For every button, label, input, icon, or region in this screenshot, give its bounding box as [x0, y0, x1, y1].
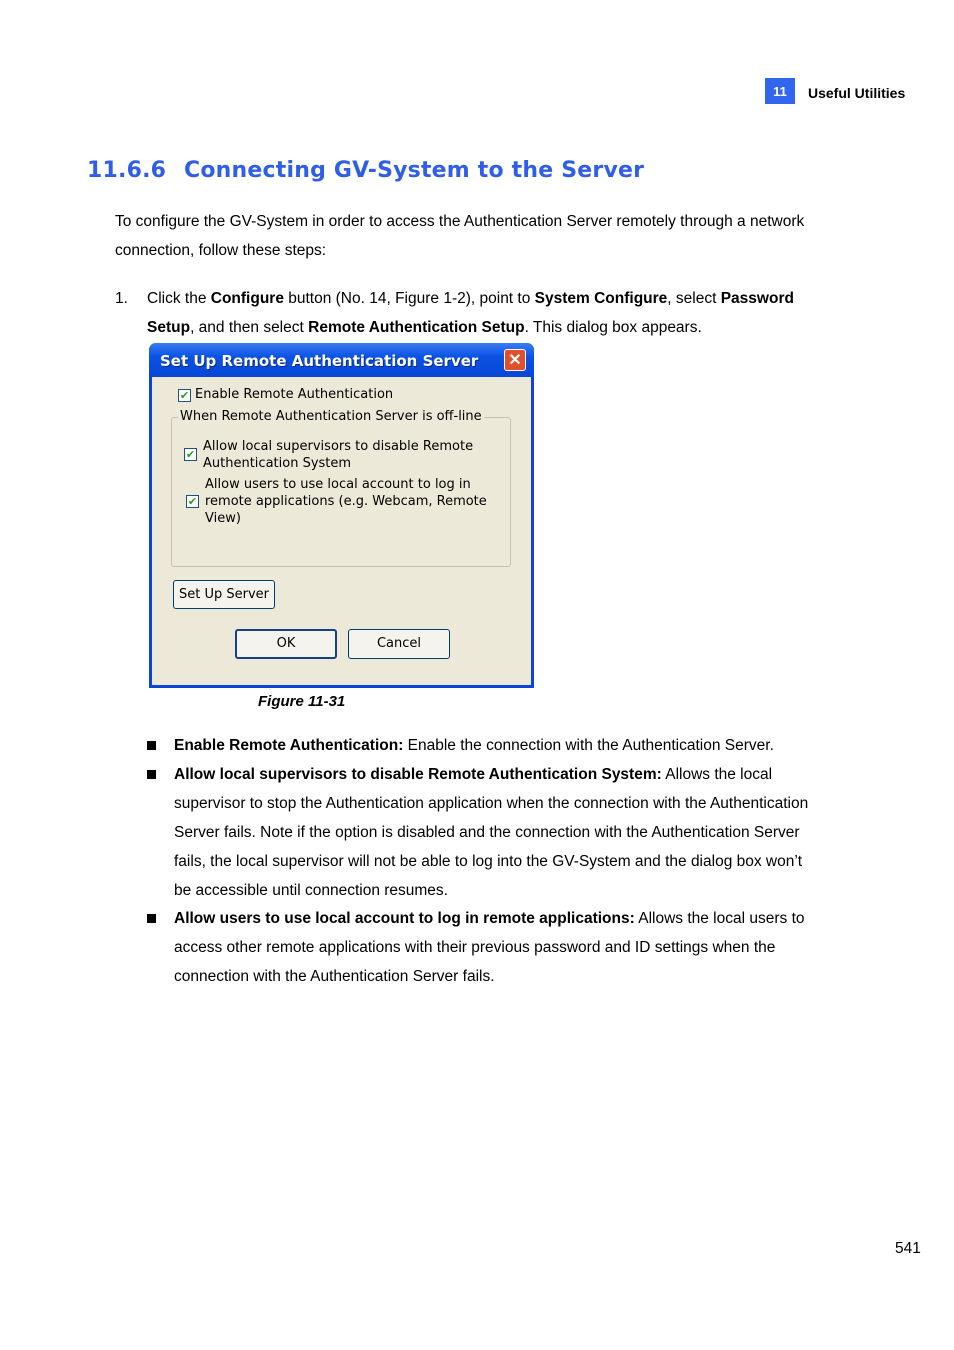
intro-paragraph: To configure the GV-System in order to access the Authentication Server remotely through a network connection, follow these steps:	[115, 213, 805, 259]
close-icon[interactable]: ✕	[504, 349, 526, 371]
dialog-client-area	[152, 377, 531, 685]
allow-supervisors-checkbox[interactable]: ✔	[185, 448, 196, 461]
dialog-title: Set Up Remote Authentication Server	[160, 352, 479, 370]
page-number: 541	[895, 1240, 921, 1257]
bullet-enable-remote-auth: Enable Remote Authentication: Enable the connection with the Authentication Server.	[174, 737, 774, 754]
bullet-allow-supervisors: Allow local supervisors to disable Remote Authentication System: Allows the local supervisor to stop the Authentication application when the connection with the Authentication Server fails. Note if the option is disabled and the connection with the Authentication Server fails, the local supervisor will not be able to log into the GV-System and the dialog box won’t be accessible until connection resumes.	[174, 766, 809, 899]
chapter-title: Useful Utilities	[808, 85, 906, 101]
ok-button[interactable]: OK	[235, 629, 337, 659]
step-text: Click the Configure button (No. 14, Figure 1-2), point to System Configure, select Password Setup, and then select Remote Authentication Setup. This dialog box appears.	[147, 290, 794, 336]
section-title: Connecting GV-System to the Server	[184, 158, 645, 183]
step-number: 1.	[115, 290, 128, 307]
allow-local-account-label: Allow users to use local account to log in remote applications (e.g. Webcam, Remote View)	[205, 477, 487, 526]
section-heading	[87, 158, 644, 183]
enable-remote-auth-checkbox[interactable]: ✔	[179, 389, 190, 402]
section-number: 11.6.6	[87, 158, 167, 183]
offline-groupbox-title: When Remote Authentication Server is off-line	[180, 409, 482, 424]
allow-supervisors-label: Allow local supervisors to disable Remote Authentication System	[203, 439, 474, 471]
square-bullet-icon	[147, 770, 156, 779]
chapter-number-badge: 11	[765, 78, 795, 104]
dialog-titlebar[interactable]	[149, 343, 534, 377]
set-up-server-button[interactable]: Set Up Server	[173, 580, 275, 609]
cancel-button[interactable]: Cancel	[348, 629, 450, 659]
square-bullet-icon	[147, 741, 156, 750]
square-bullet-icon	[147, 914, 156, 923]
allow-local-account-checkbox[interactable]: ✔	[187, 495, 198, 508]
enable-remote-auth-label: Enable Remote Authentication	[195, 387, 394, 402]
figure-caption: Figure 11-31	[258, 693, 346, 710]
bullet-allow-local-account: Allow users to use local account to log in remote applications: Allows the local users to access other remote applications with their previous password and ID settings when the connection with the Authentication Server fails.	[174, 910, 805, 985]
remote-auth-dialog	[149, 343, 534, 688]
